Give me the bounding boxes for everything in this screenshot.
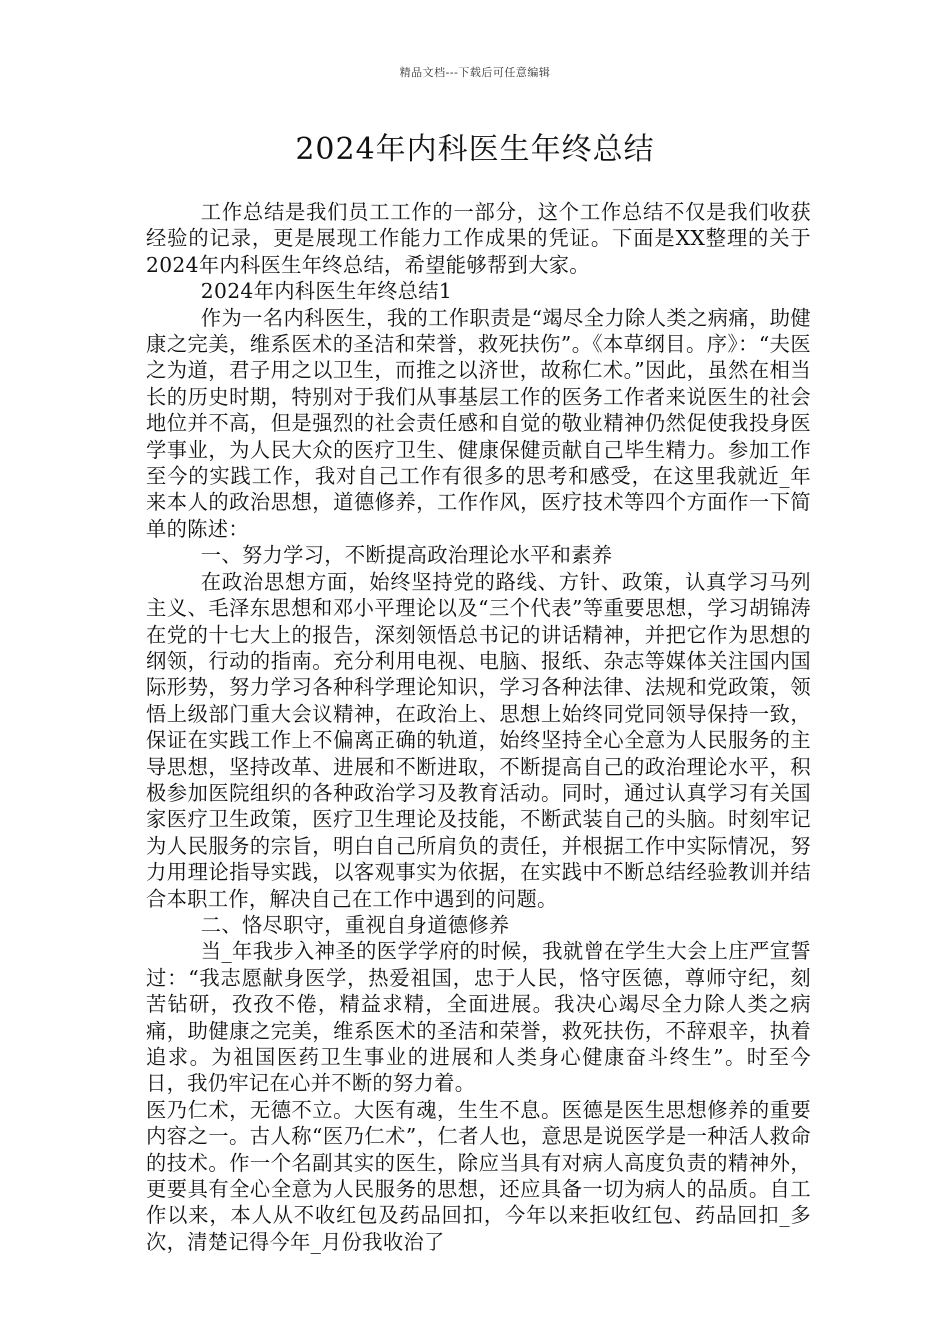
- heading-ethics: 二、恪尽职守，重视自身道德修养: [200, 912, 510, 937]
- intro-paragraph: 工作总结是我们员工工作的一部分，这个工作总结不仅是我们收获经验的记录，更是展现工作能力工作成果的凭证。下面是XX整理的关于2024年内科医生年终总结，希望能够帮到大家。: [146, 200, 811, 277]
- politics-paragraph: 在政治思想方面，始终坚持党的路线、方针、政策，认真学习马列主义、毛泽东思想和邓小平理论以及“三个代表”等重要思想，学习胡锦涛在党的十七大上的报告，深刻领悟总书记的讲话精神，并把它作为思想的纲领，行动的指南。充分利用电视、电脑、报纸、杂志等媒体关注国内国际形势，努力学习各种科学理论知识，学习各种法律、法规和党政策，领悟上级部门重大会议精神，在政治上、思想上始终同党同领导保持一致，保证在实践工作上不偏离正确的轨道，始终坚持全心全意为人民服务的主导思想，坚持改革、进展和不断进取，不断提高自己的政治理论水平，积极参加医院组织的各种政治学习及教育活动。同时，通过认真学习有关国家医疗卫生政策，医疗卫生理论及技能，不断武装自己的头脑。时刻牢记为人民服务的宗旨，明白自己所肩负的责任，并根据工作中实际情况，努力用理论指导实践，以客观事实为依据，在实践中不断总结经验教训并结合本职工作，解决自己在工作中遇到的问题。: [146, 569, 811, 911]
- oath-paragraph: 当_年我步入神圣的医学学府的时候，我就曾在学生大会上庄严宣誓过：“我志愿献身医学，热爱祖国，忠于人民，恪守医德，尊师守纪，刻苦钻研，孜孜不倦，精益求精，全面进展。我决心竭尽全力除人类之病痛，助健康之完美，维系医术的圣洁和荣誉，救死扶伤，不辞艰辛，执着追求。为祖国医药卫生事业的进展和人类身心健康奋斗终生”。时至今日，我仍牢记在心并不断的努力着。: [146, 939, 811, 1096]
- duty-paragraph: 作为一名内科医生，我的工作职责是“竭尽全力除人类之病痛，助健康之完美，维系医术的圣洁和荣誉，救死扶伤”。《本草纲目。序》：“夫医之为道，君子用之以卫生，而推之以济世，故称仁术。”因此，虽然在相当长的历史时期，特别对于我们从事基层工作的医务工作者来说医生的社会地位并不高，但是强烈的社会责任感和自觉的敬业精神仍然促使我投身医学事业，为人民大众的医疗卫生、健康保健贡献自己毕生精力。参加工作至今的实践工作，我对自己工作有很多的思考和感受，在这里我就近_年来本人的政治思想，道德修养，工作作风，医疗技术等四个方面作一下简单的陈述：: [146, 305, 811, 541]
- section-title-1: 2024年内科医生年终总结1: [200, 279, 453, 304]
- ethics-paragraph: 医乃仁术，无德不立。大医有魂，生生不息。医德是医生思想修养的重要内容之一。古人称“医乃仁术”，仁者人也，意思是说医学是一种活人救命的技术。作一个名副其实的医生，除应当具有对病人高度负责的精神外，更要具有全心全意为人民服务的思想，还应具备一切为病人的品质。自工作以来，本人从不收红包及药品回扣，今年以来拒收红包、药品回扣_多次，清楚记得今年_月份我收治了: [146, 1097, 811, 1254]
- heading-study: 一、努力学习，不断提高政治理论水平和素养: [200, 543, 613, 568]
- document-title: 2024年内科医生年终总结: [295, 132, 655, 167]
- document-body: [146, 199, 811, 1255]
- header-note: 精品文档---下载后可任意编辑: [399, 66, 551, 79]
